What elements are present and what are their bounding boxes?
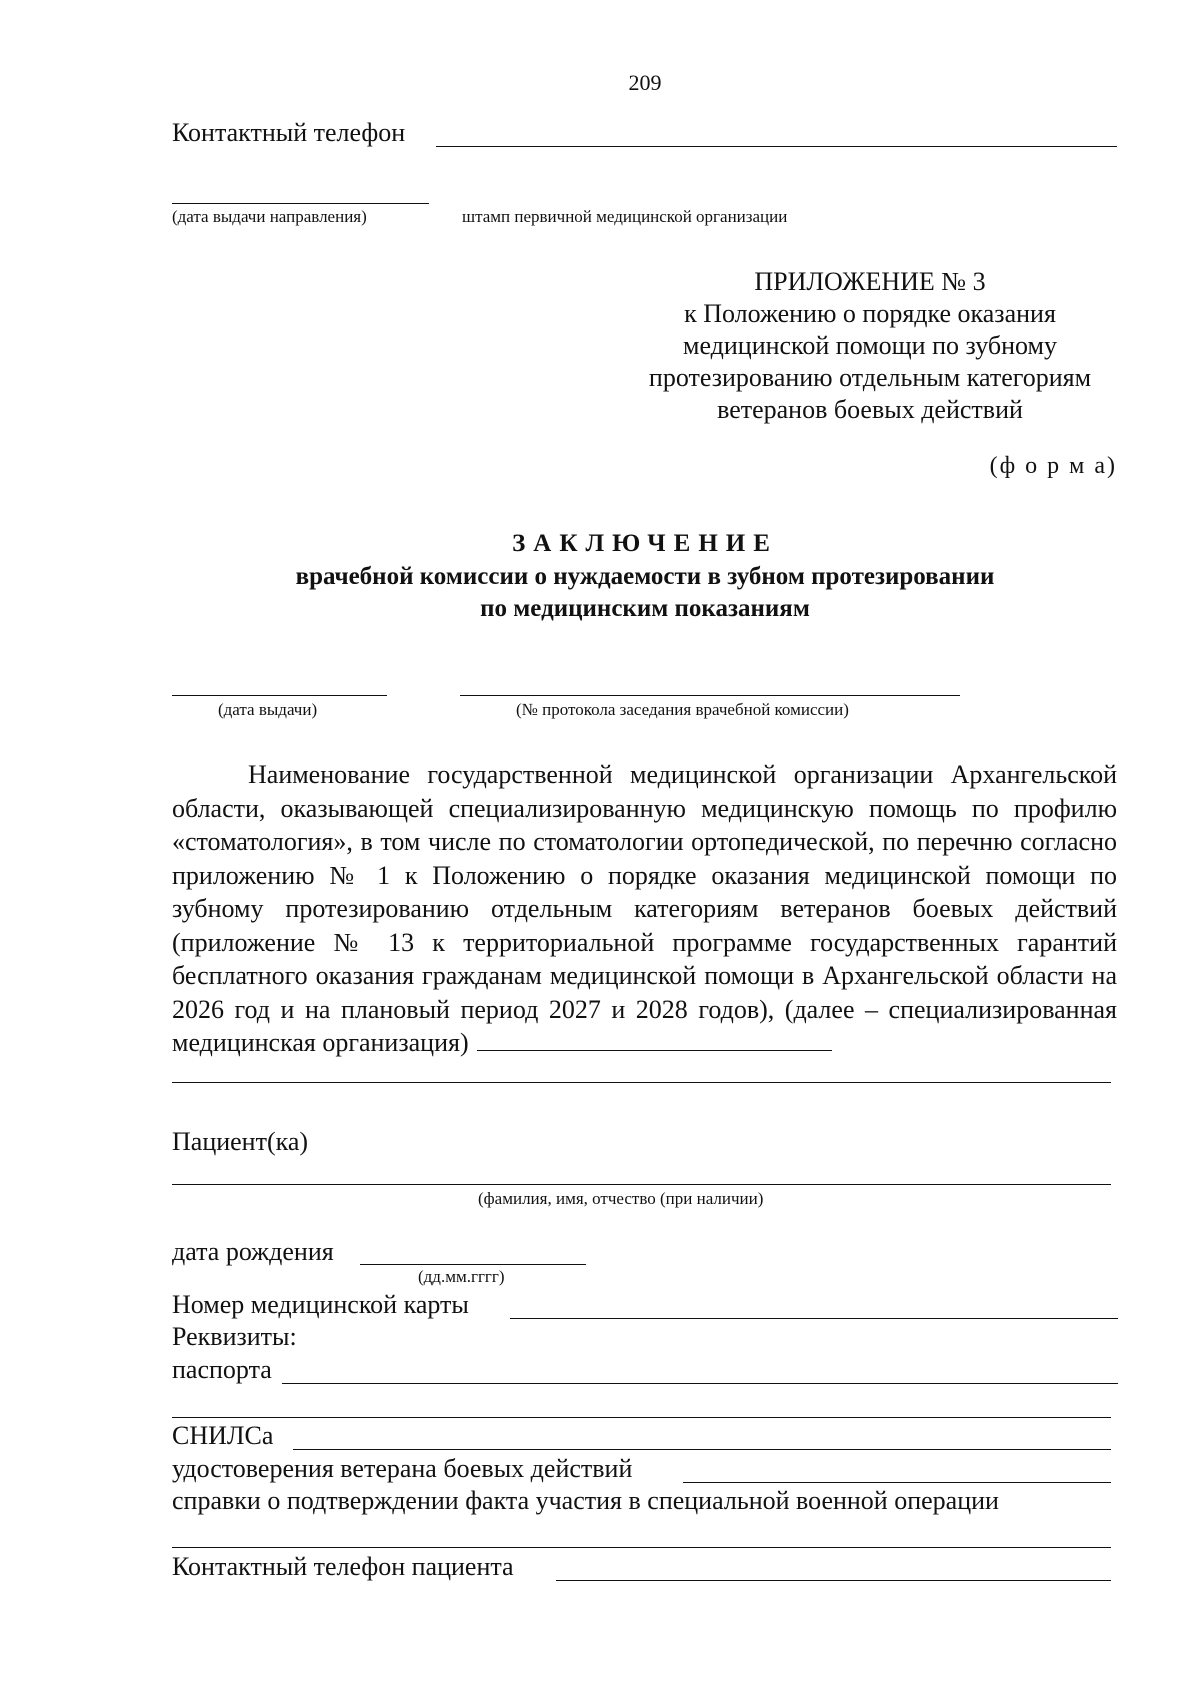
medical-card-label: Номер медицинской карты [172,1290,469,1319]
passport-label: паспорта [172,1355,272,1384]
document-subtitle-line2: по медицинским показаниям [480,595,810,622]
appendix-line: к Положению о порядке оказания [684,299,1056,328]
snils-label: СНИЛСа [172,1421,274,1450]
birth-date-label: дата рождения [172,1237,334,1266]
patient-name-line[interactable] [172,1184,1111,1185]
birth-date-line[interactable] [360,1264,586,1265]
organization-name-line-2[interactable] [172,1082,1111,1083]
patient-phone-line[interactable] [556,1580,1111,1581]
patient-label: Пациент(ка) [172,1127,309,1156]
appendix-line: ПРИЛОЖЕНИЕ № 3 [754,267,986,296]
birth-date-caption: (дд.мм.гггг) [418,1267,505,1286]
appendix-line: медицинской помощи по зубному [682,331,1057,360]
veteran-certificate-label: удостоверения ветерана боевых действий [172,1454,633,1483]
requisites-label: Реквизиты: [172,1322,297,1351]
page-number: 209 [628,70,662,95]
issue-date-caption: (дата выдачи) [218,700,318,719]
stamp-caption: штамп первичной медицинской организации [462,207,788,226]
svo-certificate-line[interactable] [172,1547,1111,1548]
document-subtitle-line1: врачебной комиссии о нуждаемости в зубном протезировании [295,563,995,590]
protocol-number-caption: (№ протокола заседания врачебной комиссии) [516,700,849,719]
referral-date-caption: (дата выдачи направления) [172,207,367,226]
medical-card-line[interactable] [510,1318,1118,1319]
passport-line-2[interactable] [172,1417,1111,1418]
patient-phone-label: Контактный телефон пациента [172,1552,514,1581]
protocol-number-line[interactable] [460,695,960,696]
patient-name-caption: (фамилия, имя, отчество (при наличии) [478,1189,764,1208]
form-label: (ф о р м а) [989,453,1117,479]
referral-date-line[interactable] [172,203,429,204]
appendix-line: ветеранов боевых действий [717,395,1023,424]
svo-certificate-label: справки о подтверждении факта участия в специальной военной операции [172,1486,999,1515]
passport-line[interactable] [282,1383,1118,1384]
snils-line[interactable] [293,1449,1111,1450]
appendix-line: протезированию отдельным категориям [648,363,1092,392]
organization-name-line[interactable] [477,1028,832,1051]
organization-paragraph [172,758,1117,1060]
contact-phone-label: Контактный телефон [172,118,406,147]
organization-paragraph-text: Наименование государственной медицинской организации Архангельской области, оказывающей специализированную медицинскую помощь по профилю «стоматология», в том числе по стоматологии ортопедической, по перечню согласно приложению № 1 к Положению о порядке оказания медицинской помощи по зубному протезированию отдельным категориям ветеранов боевых действий (приложение № 13 к территориальной программе государственных гарантий бесплатного оказания гражданам медицинской помощи в Архангельской области на 2026 год и на плановый период 2027 и 2028 годов), (далее – специализированная медицинская организация) [172,760,1117,1057]
document-title: ЗАКЛЮЧЕНИЕ [512,530,778,557]
veteran-certificate-line[interactable] [683,1482,1111,1483]
contact-phone-line[interactable] [436,146,1117,147]
appendix-block [620,266,1120,426]
issue-date-line[interactable] [172,695,387,696]
